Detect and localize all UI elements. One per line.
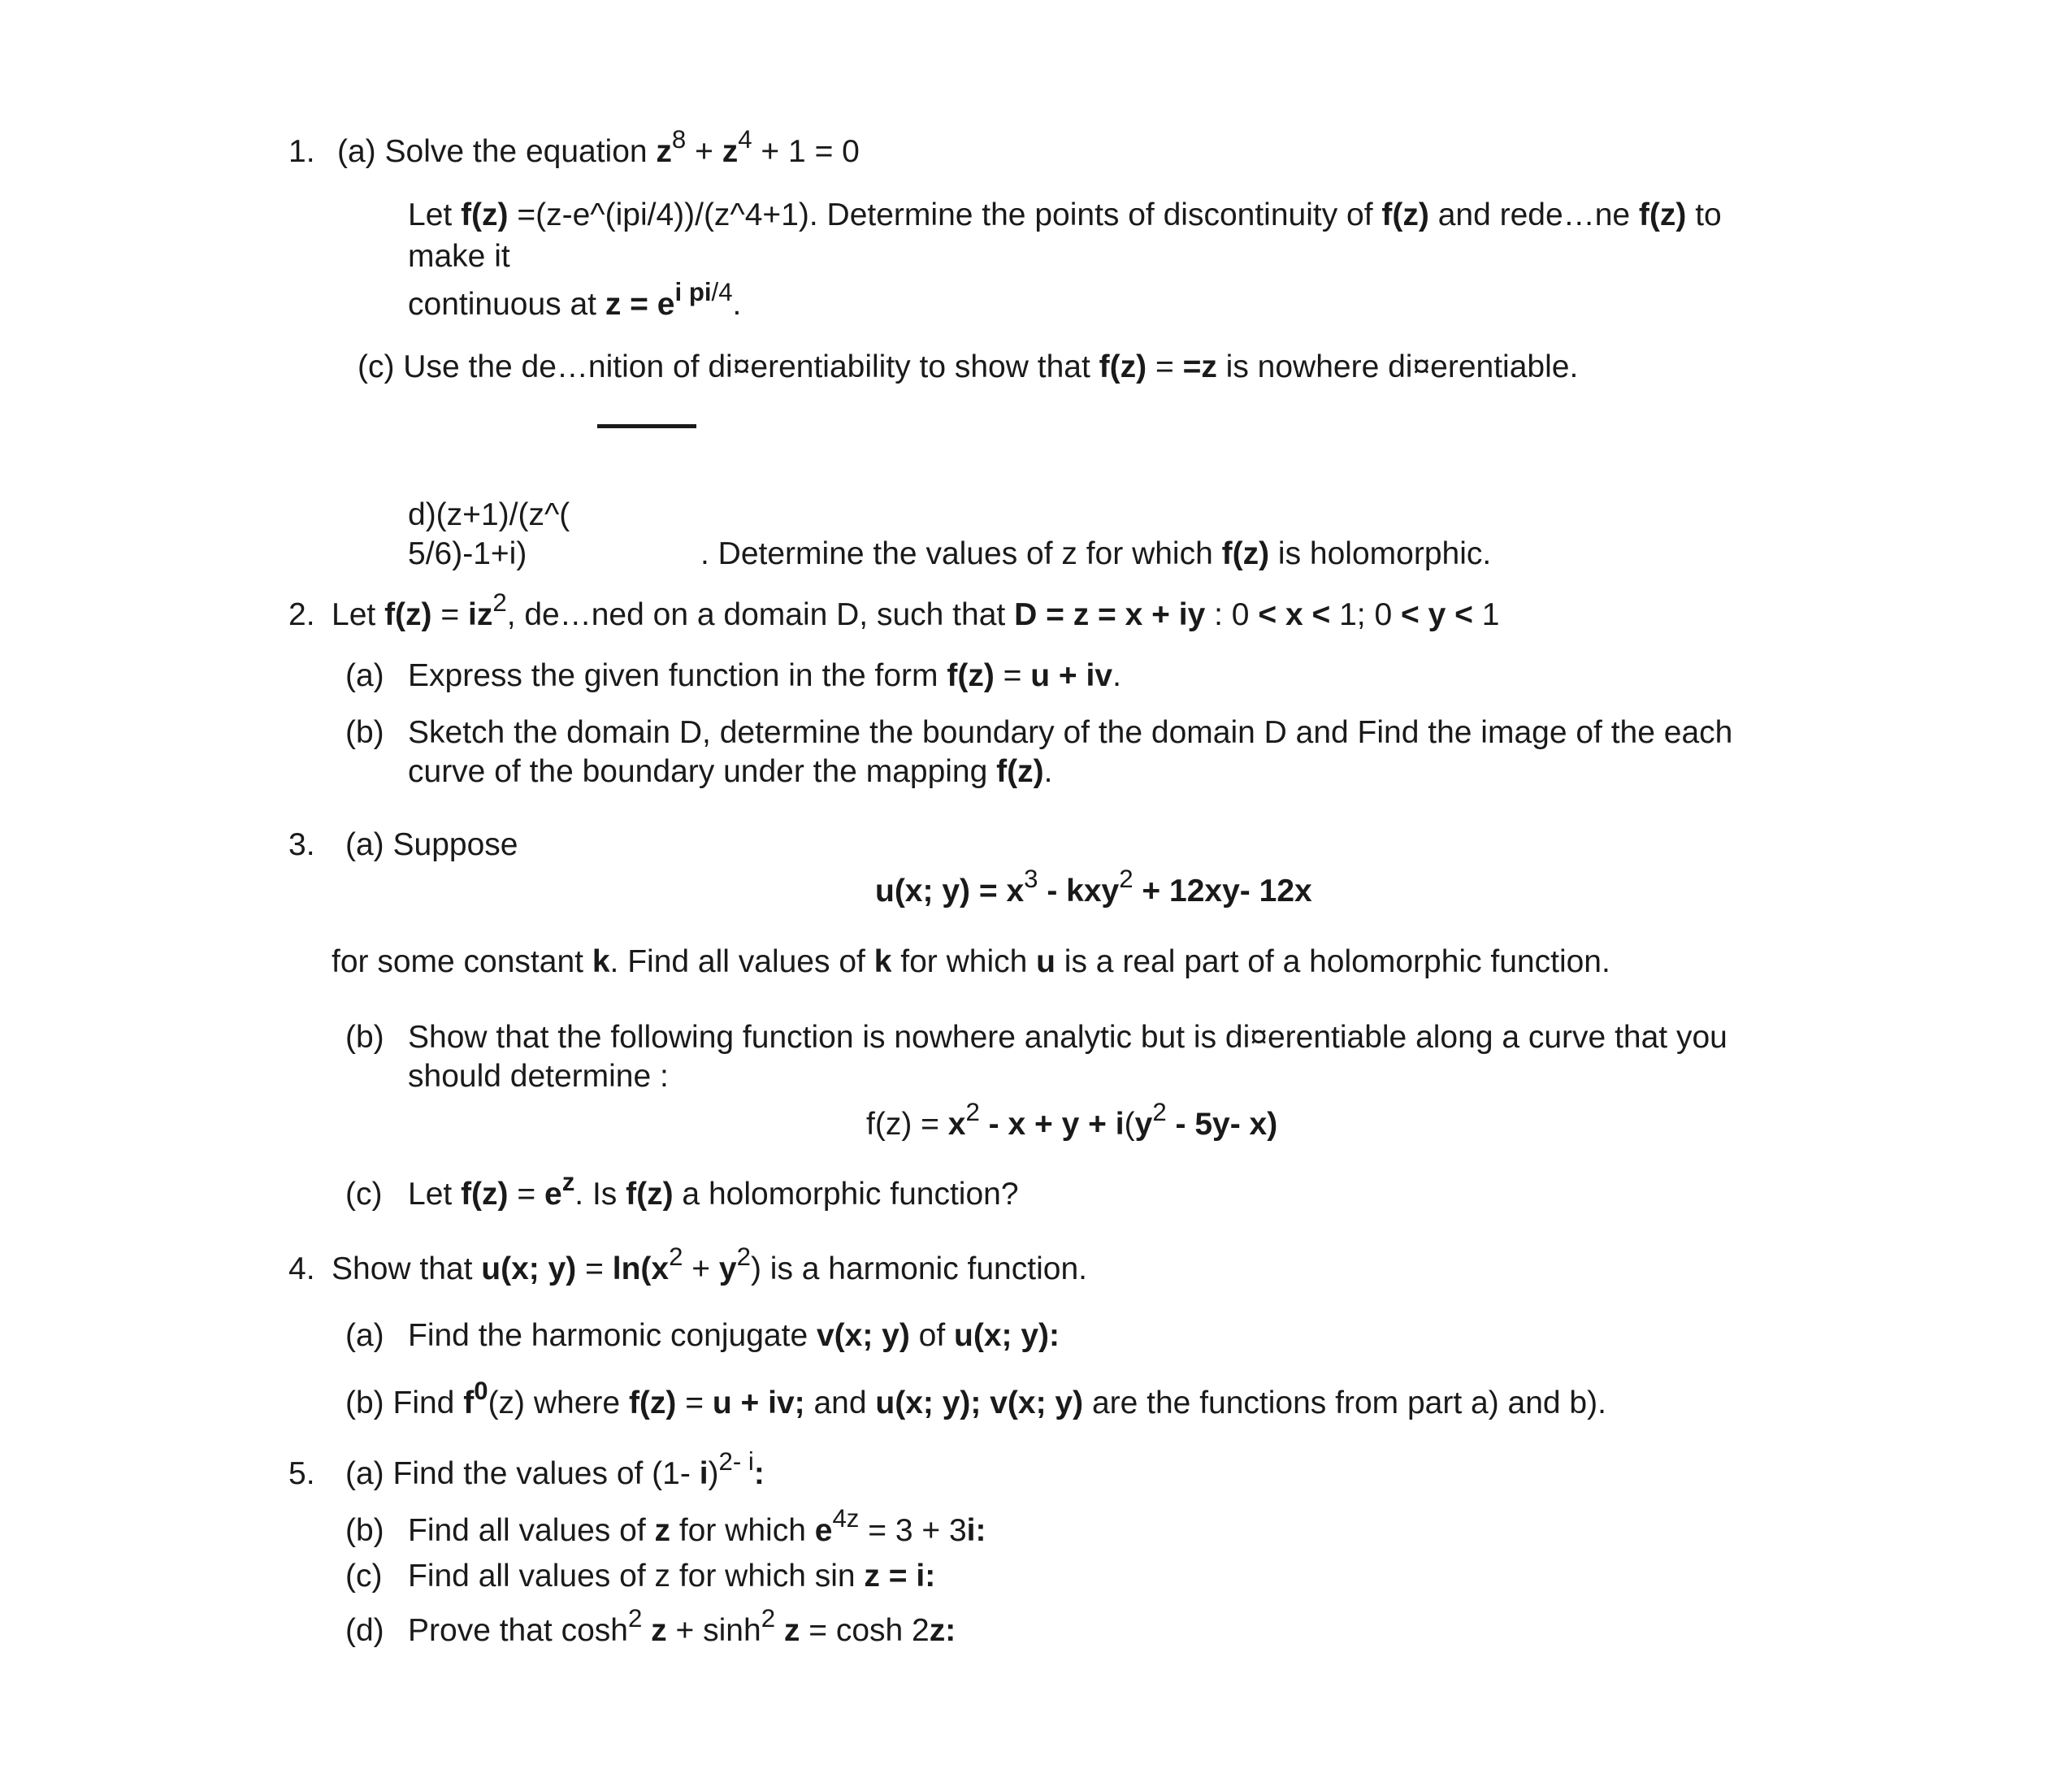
q2-part-a: Express the given function in the form f(z) = u + iv. xyxy=(408,658,1121,693)
q2-part-b-line1: Sketch the domain D, determine the boundary of the domain D and Find the image of the each xyxy=(408,715,1733,750)
q4-part-b: (b) Find $f^0(z)$ where f(z) = u + iv; and u(x; y); v(x; y) are the functions from part a) and b). xyxy=(345,1376,1606,1420)
q2-b-label: (b) xyxy=(345,715,384,750)
q1-part-b-line3: continuous at $z = e^{i pi/4}$. xyxy=(408,277,742,322)
q2-part-b-line2: curve of the boundary under the mapping f(z). xyxy=(408,754,1053,789)
q5-b-label: (b) xyxy=(345,1513,384,1548)
q5-part-b: Find all values of z for which $e^{4z} = 3 + 3i$: xyxy=(408,1503,986,1548)
overline-rule xyxy=(597,424,696,428)
q3-part-a-text: for some constant k. Find all values of k for which u is a real part of a holomorphic function. xyxy=(332,944,1610,979)
q4-a-label: (a) xyxy=(345,1318,384,1353)
q3-equation-u: u(x; $y) = x^3 - kxy^2 + 12xy-$ 12x xyxy=(875,864,1312,909)
q3-part-a-head: (a) Suppose xyxy=(345,827,518,862)
q5-c-label: (c) xyxy=(345,1559,383,1594)
q3-part-c: Let $f(z) = e^z$. Is f(z) a holomorphic function? xyxy=(408,1167,1019,1212)
q1-number: 1. xyxy=(288,134,315,169)
q2-a-label: (a) xyxy=(345,658,384,693)
q4-part-a: Find the harmonic conjugate v(x; y) of u(x; y): xyxy=(408,1318,1060,1353)
q4-text: Show that u(x; $y) = \ln(x^2 + y^2)$ is a harmonic function. xyxy=(332,1242,1087,1286)
q1-part-b-line2: make it xyxy=(408,239,510,274)
q2-number: 2. xyxy=(288,597,315,632)
q1-part-d-line2: 5/6)-1+i) xyxy=(408,536,527,571)
q3-equation-f: $f(z) = x^2 - x + y + i(y^2 - 5y-$ x) xyxy=(866,1097,1278,1142)
q3-part-b-line1: Show that the following function is nowhere analytic but is di¤erentiable along a curve that you xyxy=(408,1020,1727,1055)
q5-number: 5. xyxy=(288,1456,315,1491)
q1-part-b-line1: Let f(z) =(z-e^(ipi/4))/(z^4+1). Determine the points of discontinuity of f(z) and rede…ne f(z) to xyxy=(408,197,1722,232)
q1-part-c: (c) Use the de…nition of di¤erentiability to show that f(z) = =z is nowhere di¤erentiable. xyxy=(358,349,1579,384)
q5-part-a: (a) Find the values of (1- i)$^{2- i}$: xyxy=(345,1446,765,1491)
q3-part-b-line2: should determine : xyxy=(408,1059,669,1094)
q1-part-d-text: . Determine the values of z for which f(z) is holomorphic. xyxy=(700,536,1492,571)
q1-part-d-line1: d)(z+1)/(z^( xyxy=(408,497,570,532)
q1-part-a: (a) Solve the equation $z^8 + z^4 + 1 = 0$ xyxy=(337,124,860,169)
q5-part-c: Find all values of z for which sin z = i: xyxy=(408,1559,936,1594)
q2-text: Let $f(z) = iz^2$, de…ned on a domain D, such that D = z = x + iy : 0 < x < 1; 0 < y < 1 xyxy=(332,588,1500,632)
q3-number: 3. xyxy=(288,827,315,862)
q4-number: 4. xyxy=(288,1251,315,1286)
q3-b-label: (b) xyxy=(345,1020,384,1055)
q3-c-label: (c) xyxy=(345,1177,383,1212)
q5-d-label: (d) xyxy=(345,1613,384,1648)
q5-part-d: Prove that $\cosh^2 z + \sinh^2 z = \cosh 2z$: xyxy=(408,1603,956,1648)
